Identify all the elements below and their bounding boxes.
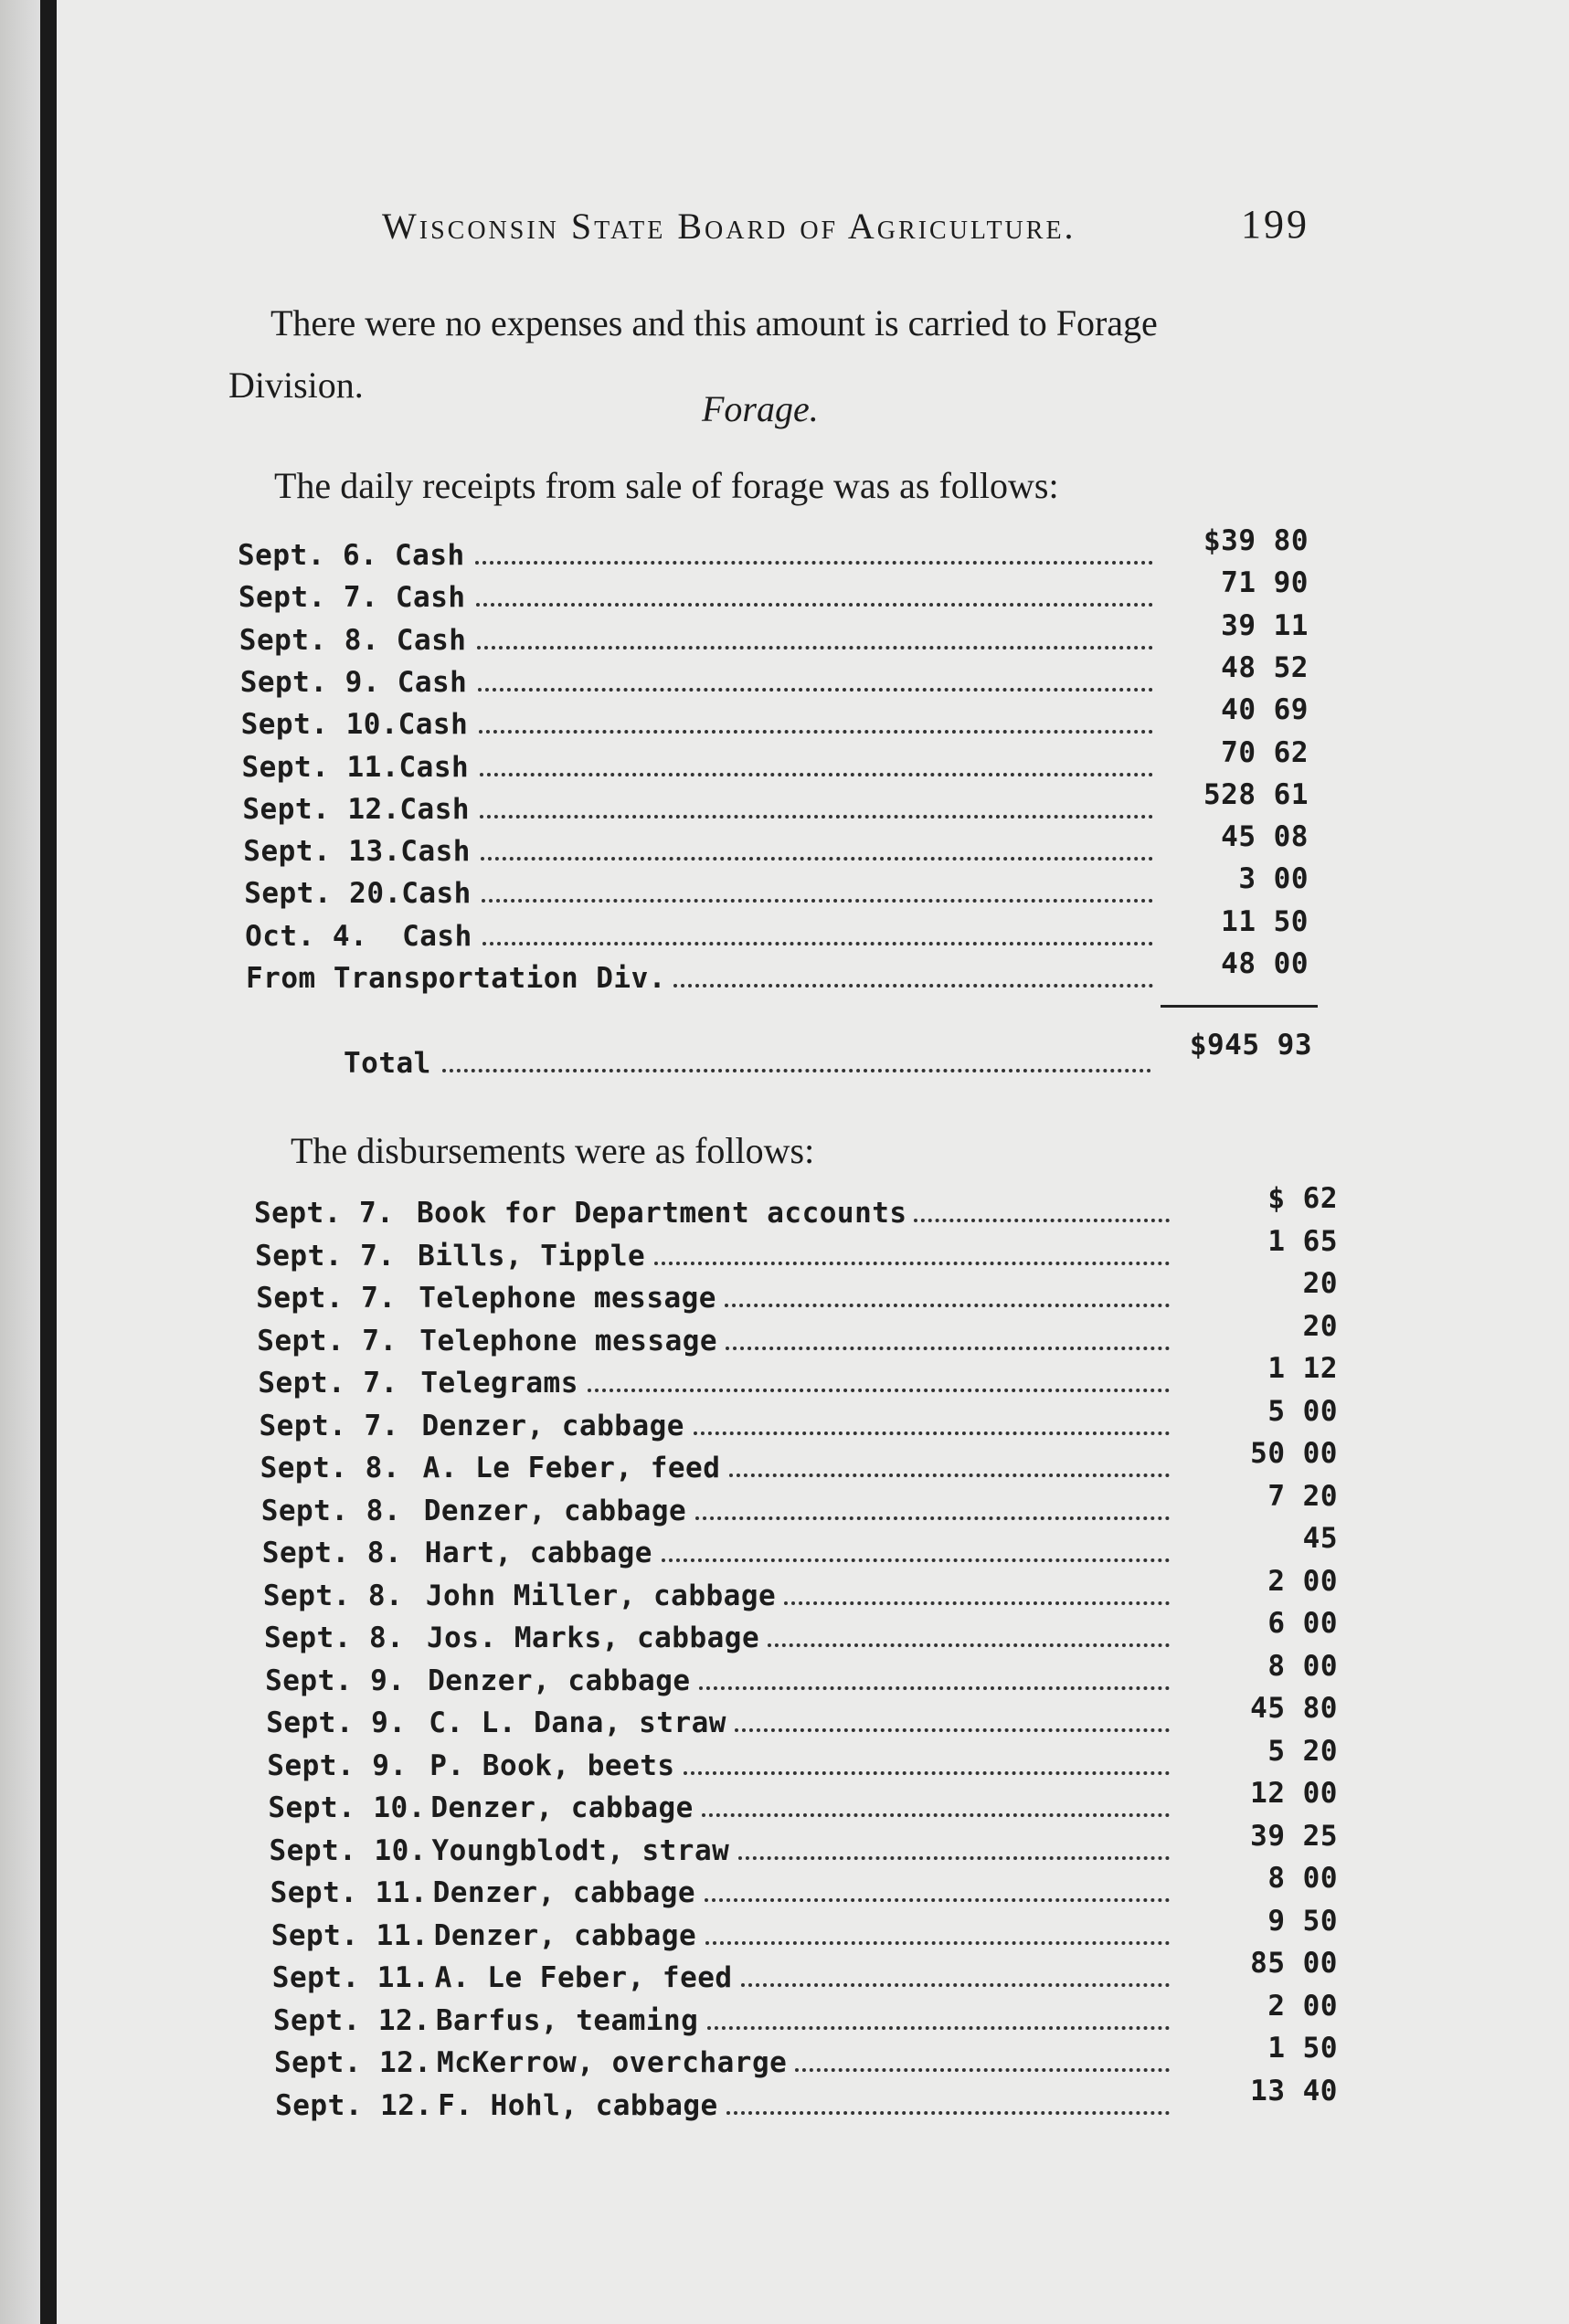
page-number: 199 bbox=[1241, 202, 1309, 247]
receipt-description: Cash bbox=[395, 581, 466, 615]
leader-dots bbox=[475, 561, 1153, 565]
leader-dots bbox=[735, 1728, 1170, 1732]
leader-dots bbox=[725, 1304, 1170, 1307]
disbursement-amount: 45 bbox=[1302, 1522, 1338, 1555]
receipt-description: Cash bbox=[396, 623, 467, 657]
disbursement-row bbox=[254, 1182, 1338, 1233]
disbursement-description: Jos. Marks, cabbage bbox=[427, 1622, 760, 1654]
receipt-date: Sept. 6. bbox=[238, 539, 378, 572]
disbursement-description: John Miller, cabbage bbox=[425, 1579, 777, 1612]
receipt-amount: 48 00 bbox=[1221, 947, 1309, 980]
disbursement-row bbox=[257, 1309, 1338, 1361]
disbursement-amount: 12 00 bbox=[1250, 1777, 1338, 1810]
leader-dots bbox=[705, 1941, 1170, 1945]
receipt-description: From Transportation Div. bbox=[246, 962, 666, 995]
disbursement-description: Denzer, cabbage bbox=[433, 1918, 697, 1952]
disbursement-date: Sept. 7. bbox=[255, 1239, 396, 1273]
receipt-row bbox=[243, 820, 1309, 872]
receipt-row bbox=[241, 735, 1309, 787]
disbursement-description: Denzer, cabbage bbox=[432, 1876, 696, 1909]
disbursement-date: Sept. 11. bbox=[270, 1876, 429, 1909]
leader-dots bbox=[442, 1069, 1151, 1072]
leader-dots bbox=[684, 1771, 1170, 1775]
paragraph-line-2: Division. bbox=[228, 364, 364, 406]
disbursement-date: Sept. 7. bbox=[254, 1197, 395, 1230]
leader-dots bbox=[477, 646, 1153, 650]
receipt-description: Cash bbox=[398, 750, 470, 784]
receipt-description: Cash bbox=[400, 835, 471, 869]
leader-dots bbox=[476, 603, 1153, 607]
disbursement-amount: 45 80 bbox=[1250, 1692, 1338, 1725]
disbursement-date: Sept. 8. bbox=[260, 1452, 400, 1484]
disbursement-description: C. L. Dana, straw bbox=[429, 1706, 726, 1739]
disbursement-row bbox=[272, 1989, 1338, 2041]
disbursement-date: Sept. 7. bbox=[258, 1367, 398, 1400]
receipt-date: Sept. 12. bbox=[242, 792, 400, 826]
leader-dots bbox=[478, 688, 1153, 692]
disbursement-amount: 5 20 bbox=[1267, 1734, 1338, 1768]
disbursement-date: Sept. 7. bbox=[259, 1409, 399, 1442]
leader-dots bbox=[699, 1686, 1170, 1690]
disbursement-amount: 39 25 bbox=[1250, 1819, 1338, 1853]
disbursement-date: Sept. 9. bbox=[265, 1664, 406, 1697]
receipt-row bbox=[238, 566, 1309, 618]
receipt-description: Cash bbox=[402, 919, 472, 953]
receipt-description: Cash bbox=[395, 539, 465, 572]
leader-dots bbox=[768, 1643, 1170, 1647]
leader-dots bbox=[479, 730, 1153, 734]
disbursement-date: Sept. 12. bbox=[274, 2046, 432, 2079]
disbursement-description: Telephone message bbox=[419, 1324, 718, 1357]
leader-dots bbox=[707, 2026, 1170, 2030]
leader-dots bbox=[481, 857, 1153, 861]
leader-dots bbox=[702, 1813, 1170, 1817]
receipt-date: Sept. 10. bbox=[240, 708, 399, 742]
receipt-row bbox=[238, 524, 1309, 576]
disbursement-description: Hart, cabbage bbox=[424, 1537, 652, 1569]
receipt-amount: 40 69 bbox=[1221, 693, 1309, 727]
receipt-row bbox=[242, 777, 1309, 829]
leader-dots bbox=[726, 1347, 1170, 1350]
receipt-date: Sept. 7. bbox=[238, 581, 379, 615]
disbursement-amount: 8 00 bbox=[1267, 1862, 1338, 1895]
disbursement-amount: 20 bbox=[1302, 1267, 1338, 1300]
disbursement-description: Denzer, cabbage bbox=[421, 1409, 684, 1442]
disbursement-description: A. Le Feber, feed bbox=[422, 1452, 721, 1484]
disbursement-description: P. Book, beets bbox=[429, 1748, 675, 1782]
disbursement-date: Sept. 12. bbox=[275, 2088, 433, 2122]
disbursement-date: Sept. 8. bbox=[262, 1579, 404, 1612]
receipt-date: Oct. 4. bbox=[245, 919, 368, 953]
disbursement-row bbox=[270, 1862, 1338, 1913]
leader-dots bbox=[729, 1474, 1170, 1477]
leader-dots bbox=[588, 1389, 1170, 1392]
receipt-date: Sept. 9. bbox=[239, 665, 380, 699]
disbursement-amount: 7 20 bbox=[1267, 1479, 1338, 1513]
disbursement-date: Sept. 8. bbox=[261, 1537, 403, 1569]
disbursement-row bbox=[268, 1777, 1338, 1828]
disbursement-date: Sept. 8. bbox=[264, 1622, 405, 1654]
disbursement-row bbox=[270, 1904, 1338, 1956]
disbursement-date: Sept. 11. bbox=[271, 1961, 430, 1994]
receipt-amount: 48 52 bbox=[1221, 650, 1309, 684]
leader-dots bbox=[695, 1516, 1170, 1520]
leader-dots bbox=[784, 1601, 1170, 1605]
leader-dots bbox=[795, 2068, 1170, 2072]
receipt-date: Sept. 11. bbox=[241, 750, 399, 784]
disbursement-date: Sept. 10. bbox=[268, 1791, 426, 1824]
receipt-amount: 70 62 bbox=[1221, 735, 1309, 769]
disbursement-amount: 20 bbox=[1302, 1309, 1338, 1343]
disbursement-amount: 1 12 bbox=[1267, 1352, 1338, 1385]
leader-dots bbox=[726, 2111, 1170, 2115]
receipt-row bbox=[246, 947, 1309, 998]
disbursement-date: Sept. 9. bbox=[267, 1748, 408, 1782]
leader-dots bbox=[480, 773, 1154, 776]
receipt-amount: 528 61 bbox=[1203, 777, 1309, 811]
disbursement-date: Sept. 7. bbox=[257, 1324, 398, 1357]
receipt-date: Sept. 20. bbox=[244, 877, 402, 911]
disbursement-date: Sept. 10. bbox=[269, 1833, 427, 1867]
disbursement-description: McKerrow, overcharge bbox=[437, 2046, 788, 2079]
receipt-description: Cash bbox=[399, 792, 471, 826]
receipt-row bbox=[239, 650, 1309, 702]
disbursement-description: A. Le Feber, feed bbox=[434, 1961, 733, 1994]
disbursement-amount: 85 00 bbox=[1250, 1947, 1338, 1980]
disbursement-row bbox=[262, 1564, 1338, 1616]
disbursements-intro: The disbursements were as follows: bbox=[291, 1130, 815, 1171]
leader-dots bbox=[673, 984, 1153, 988]
disbursement-date: Sept. 7. bbox=[256, 1282, 397, 1315]
disbursement-row bbox=[256, 1267, 1338, 1318]
disbursement-amount: 9 50 bbox=[1267, 1904, 1338, 1938]
receipt-amount: 71 90 bbox=[1221, 566, 1309, 600]
leader-dots bbox=[482, 899, 1153, 903]
disbursement-date: Sept. 8. bbox=[260, 1494, 401, 1527]
disbursement-row bbox=[274, 2032, 1338, 2083]
disbursement-amount: 6 00 bbox=[1267, 1607, 1338, 1640]
receipt-amount: 3 00 bbox=[1238, 862, 1309, 896]
disbursement-row bbox=[260, 1437, 1338, 1488]
running-head-title: Wisconsin State Board of Agriculture. bbox=[382, 206, 1076, 247]
total-amount: $945 93 bbox=[1189, 1029, 1312, 1062]
disbursement-row bbox=[271, 1947, 1338, 1998]
disbursement-row bbox=[275, 2074, 1338, 2126]
disbursement-row bbox=[259, 1394, 1339, 1446]
receipt-date: Sept. 8. bbox=[239, 623, 380, 657]
disbursement-date: Sept. 9. bbox=[266, 1706, 407, 1739]
receipt-amount: 11 50 bbox=[1221, 904, 1309, 938]
leader-dots bbox=[741, 1983, 1170, 1987]
leader-dots bbox=[480, 815, 1153, 819]
disbursement-amount: $ 62 bbox=[1267, 1182, 1338, 1215]
disbursement-amount: 8 00 bbox=[1267, 1649, 1338, 1683]
disbursement-amount: 5 00 bbox=[1267, 1394, 1338, 1428]
disbursement-amount: 1 50 bbox=[1267, 2032, 1338, 2065]
disbursement-row bbox=[258, 1352, 1338, 1403]
leader-dots bbox=[694, 1431, 1171, 1435]
disbursement-amount: 1 65 bbox=[1267, 1224, 1338, 1258]
receipt-description: Cash bbox=[397, 665, 468, 699]
disbursement-description: Barfus, teaming bbox=[435, 2003, 699, 2037]
disbursement-description: Bills, Tipple bbox=[418, 1239, 646, 1273]
receipt-row bbox=[245, 904, 1309, 956]
disbursement-amount: 2 00 bbox=[1267, 1564, 1338, 1598]
receipt-row bbox=[239, 608, 1309, 660]
disbursement-row bbox=[265, 1649, 1338, 1701]
section-title: Forage. bbox=[702, 388, 819, 429]
disbursement-row bbox=[269, 1819, 1339, 1871]
disbursement-row bbox=[255, 1224, 1338, 1276]
leader-dots bbox=[654, 1262, 1170, 1265]
leader-dots bbox=[914, 1219, 1170, 1222]
leader-dots bbox=[482, 942, 1153, 945]
disbursement-date: Sept. 12. bbox=[272, 2003, 431, 2037]
disbursement-description: Denzer, cabbage bbox=[428, 1664, 691, 1697]
total-label: Total bbox=[344, 1047, 431, 1080]
receipt-row bbox=[244, 862, 1309, 914]
disbursement-description: Denzer, cabbage bbox=[423, 1494, 687, 1527]
receipt-amount: $39 80 bbox=[1203, 524, 1309, 557]
leader-dots bbox=[662, 1558, 1170, 1562]
receipt-row bbox=[240, 693, 1309, 745]
receipt-amount: 39 11 bbox=[1221, 608, 1309, 642]
disbursement-description: Denzer, cabbage bbox=[430, 1791, 694, 1824]
receipt-description: Cash bbox=[398, 708, 469, 742]
receipt-date: Sept. 13. bbox=[243, 835, 401, 869]
receipt-description: Cash bbox=[401, 877, 472, 911]
disbursement-description: Book for Department accounts bbox=[417, 1197, 907, 1230]
disbursement-amount: 50 00 bbox=[1250, 1437, 1338, 1470]
leader-dots bbox=[705, 1898, 1170, 1902]
disbursement-row bbox=[267, 1734, 1338, 1786]
disbursement-description: Telegrams bbox=[420, 1367, 578, 1400]
disbursement-date: Sept. 11. bbox=[270, 1918, 429, 1952]
disbursement-row bbox=[264, 1607, 1338, 1658]
disbursement-amount: 13 40 bbox=[1250, 2074, 1338, 2107]
disbursement-description: F. Hohl, cabbage bbox=[438, 2088, 718, 2122]
total-rule bbox=[1161, 1005, 1318, 1008]
paragraph-line-1: There were no expenses and this amount is carried to Forage bbox=[270, 302, 1158, 343]
disbursement-amount: 2 00 bbox=[1267, 1989, 1338, 2023]
disbursement-description: Telephone message bbox=[419, 1282, 716, 1315]
disbursement-description: Youngblodt, straw bbox=[431, 1833, 730, 1867]
disbursement-row bbox=[260, 1479, 1338, 1531]
disbursement-row bbox=[266, 1692, 1338, 1743]
leader-dots bbox=[738, 1856, 1171, 1860]
disbursement-row bbox=[261, 1522, 1338, 1573]
receipt-amount: 45 08 bbox=[1221, 820, 1309, 854]
running-head bbox=[382, 202, 1309, 259]
receipts-intro: The daily receipts from sale of forage was as follows: bbox=[274, 465, 1059, 506]
